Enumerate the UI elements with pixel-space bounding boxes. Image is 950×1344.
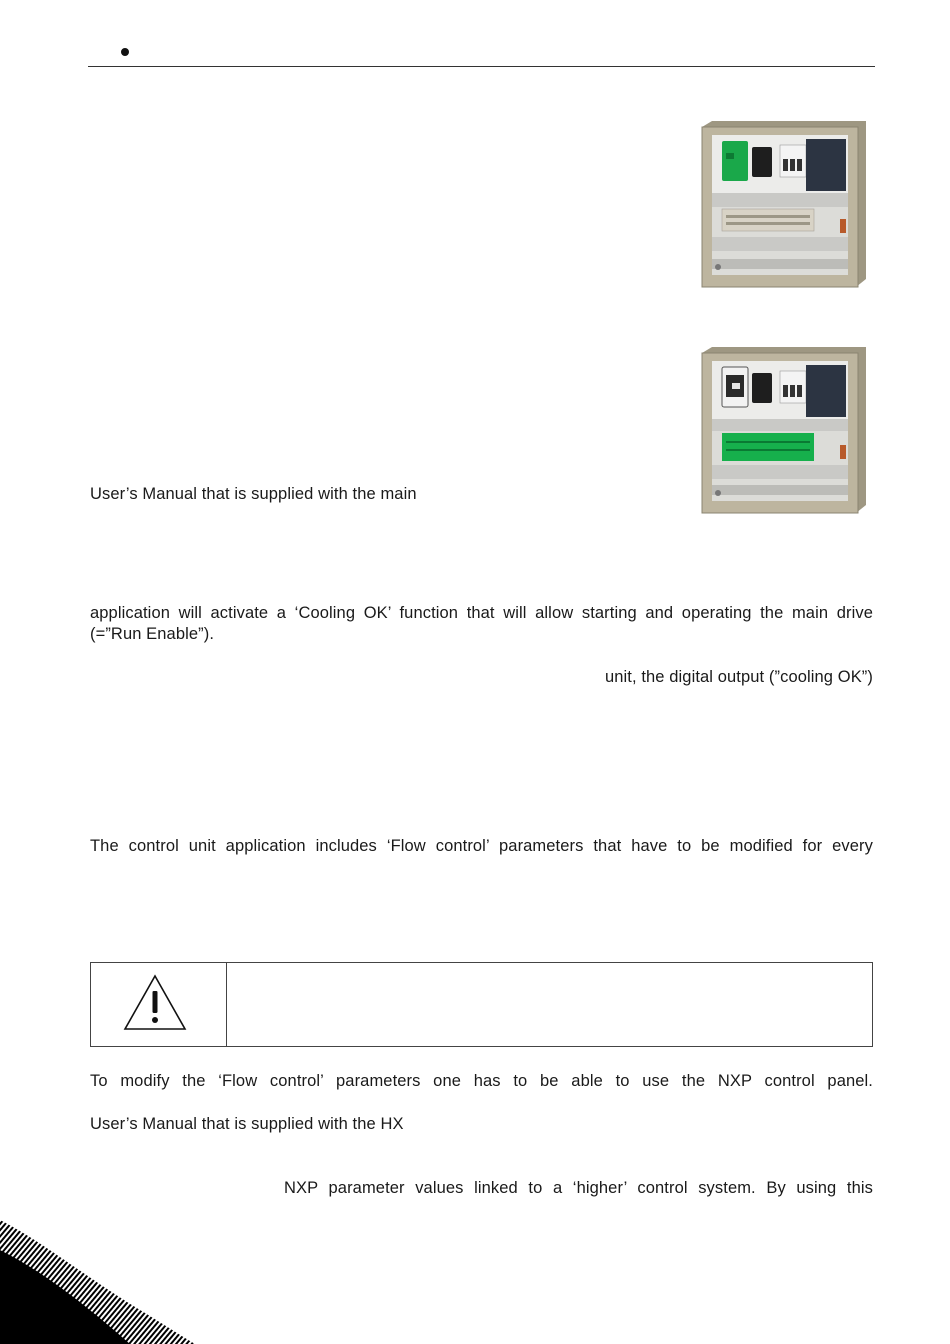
paragraph-text: unit, the digital output (”cooling OK”) bbox=[604, 668, 873, 686]
warning-triangle-icon bbox=[123, 973, 187, 1031]
paragraph-text: NXP parameter values linked to a ‘higher’ control system. By using this bbox=[284, 1179, 873, 1197]
header-rule bbox=[88, 66, 875, 67]
cabinet-image-2 bbox=[698, 345, 868, 517]
paragraph-text: To modify the ‘Flow control’ parameters one has to be able to use the NXP control panel. bbox=[90, 1072, 873, 1090]
paragraph-text: The control unit application includes ‘Flow control’ parameters that have to be modified for every bbox=[90, 837, 873, 855]
warning-box-divider bbox=[226, 963, 227, 1046]
paragraph-text: (=”Run Enable”). bbox=[90, 625, 215, 643]
cabinet-image-1 bbox=[698, 119, 868, 289]
paragraph-text: User’s Manual that is supplied with the HX bbox=[90, 1115, 404, 1133]
bullet-icon bbox=[121, 48, 129, 56]
paragraph-text: application will activate a ‘Cooling OK’ function that will allow starting and operating the main drive bbox=[90, 604, 873, 622]
warning-box bbox=[90, 962, 873, 1047]
corner-swoosh-decoration bbox=[0, 1210, 200, 1344]
paragraph-text: User’s Manual that is supplied with the main bbox=[90, 485, 417, 503]
